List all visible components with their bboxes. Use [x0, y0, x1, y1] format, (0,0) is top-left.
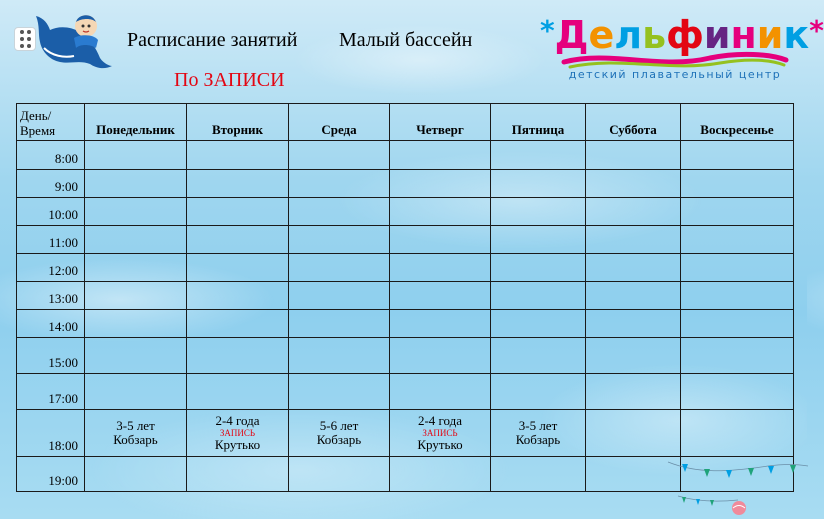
schedule-cell	[491, 141, 586, 170]
star-icon: *	[540, 14, 555, 47]
group-age: 2-4 года	[417, 413, 463, 428]
schedule-cell	[289, 410, 390, 457]
day-header: Воскресенье	[681, 104, 794, 141]
schedule-cell	[681, 170, 794, 198]
booking-label: ЗАПИСЬ	[422, 428, 458, 438]
schedule-title: Расписание занятий	[127, 29, 298, 51]
coach-name: Кобзарь	[515, 432, 561, 447]
schedule-cell	[187, 170, 289, 198]
schedule-cell	[289, 170, 390, 198]
schedule-cell	[289, 338, 390, 374]
schedule-cell	[187, 310, 289, 338]
schedule-cell	[491, 457, 586, 492]
coach-name: Крутько	[417, 437, 463, 452]
schedule-cell	[187, 282, 289, 310]
schedule-cell	[390, 170, 491, 198]
schedule-cell	[586, 226, 681, 254]
day-header: Четверг	[390, 104, 491, 141]
schedule-cell	[390, 457, 491, 492]
coach-name: Кобзарь	[113, 432, 158, 447]
booking-label: ЗАПИСЬ	[219, 428, 256, 438]
garland-decoration	[668, 456, 808, 519]
time-cell: 15:00	[17, 338, 85, 374]
schedule-cell	[586, 338, 681, 374]
day-header: Вторник	[187, 104, 289, 141]
schedule-cell	[390, 410, 491, 457]
schedule-cell	[390, 254, 491, 282]
schedule-row	[17, 410, 794, 457]
schedule-cell	[586, 374, 681, 410]
schedule-table	[16, 103, 794, 492]
dolphin-logo-icon	[30, 8, 114, 72]
group-age: 3-5 лет	[518, 418, 558, 433]
schedule-cell	[187, 410, 289, 457]
schedule-cell	[289, 374, 390, 410]
time-cell: 11:00	[17, 226, 85, 254]
schedule-cell	[390, 374, 491, 410]
group-age: 2-4 года	[215, 413, 260, 428]
schedule-cell	[681, 310, 794, 338]
schedule-cell	[85, 170, 187, 198]
day-header: Понедельник	[85, 104, 187, 141]
schedule-cell	[85, 410, 187, 457]
day-header: Пятница	[491, 104, 586, 141]
schedule-cell	[681, 254, 794, 282]
schedule-cell	[681, 226, 794, 254]
time-cell: 17:00	[17, 374, 85, 410]
brand-name: *Дельфиник*	[540, 13, 824, 57]
schedule-cell	[491, 226, 586, 254]
schedule-cell	[586, 410, 681, 457]
schedule-cell	[491, 198, 586, 226]
schedule-row	[17, 338, 794, 374]
schedule-cell	[289, 254, 390, 282]
booking-note: По ЗАПИСИ	[174, 69, 285, 91]
schedule-cell	[187, 374, 289, 410]
schedule-cell	[187, 338, 289, 374]
schedule-cell	[187, 457, 289, 492]
schedule-cell	[390, 310, 491, 338]
schedule-row	[17, 141, 794, 170]
schedule-cell	[289, 310, 390, 338]
group-age: 5-6 лет	[319, 418, 359, 433]
schedule-cell	[681, 141, 794, 170]
brand-subtitle: детский плавательный центр	[568, 68, 782, 81]
coach-name: Крутько	[214, 437, 261, 452]
time-cell: 8:00	[17, 141, 85, 170]
corner-cell: День/ Время	[17, 104, 85, 141]
star-icon: *	[809, 14, 824, 47]
schedule-cell	[681, 198, 794, 226]
schedule-row	[17, 226, 794, 254]
schedule-row	[17, 198, 794, 226]
schedule-cell	[586, 310, 681, 338]
time-cell: 19:00	[17, 457, 85, 492]
group-age: 3-5 лет	[116, 418, 155, 433]
schedule-cell	[187, 254, 289, 282]
schedule-cell	[491, 170, 586, 198]
schedule-row	[17, 254, 794, 282]
schedule-row	[17, 282, 794, 310]
time-cell: 12:00	[17, 254, 85, 282]
brand-logo	[540, 8, 824, 88]
schedule-cell	[85, 226, 187, 254]
schedule-cell	[85, 310, 187, 338]
schedule-cell	[586, 254, 681, 282]
pool-name: Малый бассейн	[339, 29, 473, 51]
schedule-cell	[289, 282, 390, 310]
schedule-cell	[681, 374, 794, 410]
schedule-cell	[289, 141, 390, 170]
schedule-cell	[289, 457, 390, 492]
schedule-row	[17, 310, 794, 338]
schedule-cell	[390, 226, 491, 254]
schedule-cell	[85, 254, 187, 282]
schedule-cell	[586, 282, 681, 310]
schedule-cell	[85, 141, 187, 170]
schedule-cell	[85, 457, 187, 492]
day-header: Среда	[289, 104, 390, 141]
coach-name: Кобзарь	[316, 432, 362, 447]
schedule-cell	[289, 198, 390, 226]
day-header: Суббота	[586, 104, 681, 141]
schedule-cell	[85, 282, 187, 310]
schedule-cell	[586, 198, 681, 226]
time-cell: 18:00	[17, 410, 85, 457]
time-cell: 9:00	[17, 170, 85, 198]
schedule-row	[17, 170, 794, 198]
schedule-cell	[85, 198, 187, 226]
schedule-cell	[491, 374, 586, 410]
schedule-cell	[85, 338, 187, 374]
schedule-cell	[586, 457, 681, 492]
schedule-cell	[491, 310, 586, 338]
schedule-cell	[390, 141, 491, 170]
schedule-cell	[491, 282, 586, 310]
schedule-cell	[390, 338, 491, 374]
header-row	[17, 104, 794, 141]
schedule-cell	[586, 141, 681, 170]
time-cell: 14:00	[17, 310, 85, 338]
schedule-cell	[491, 254, 586, 282]
schedule-cell	[491, 410, 586, 457]
time-cell: 13:00	[17, 282, 85, 310]
schedule-cell	[681, 338, 794, 374]
schedule-cell	[85, 374, 187, 410]
schedule-cell	[187, 226, 289, 254]
schedule-cell	[390, 282, 491, 310]
schedule-cell	[586, 170, 681, 198]
schedule-cell	[681, 410, 794, 457]
schedule-row	[17, 374, 794, 410]
schedule-cell	[491, 338, 586, 374]
schedule-cell	[187, 198, 289, 226]
schedule-cell	[187, 141, 289, 170]
time-cell: 10:00	[17, 198, 85, 226]
schedule-cell	[681, 282, 794, 310]
schedule-cell	[390, 198, 491, 226]
schedule-cell	[289, 226, 390, 254]
wave-icon	[560, 48, 790, 70]
